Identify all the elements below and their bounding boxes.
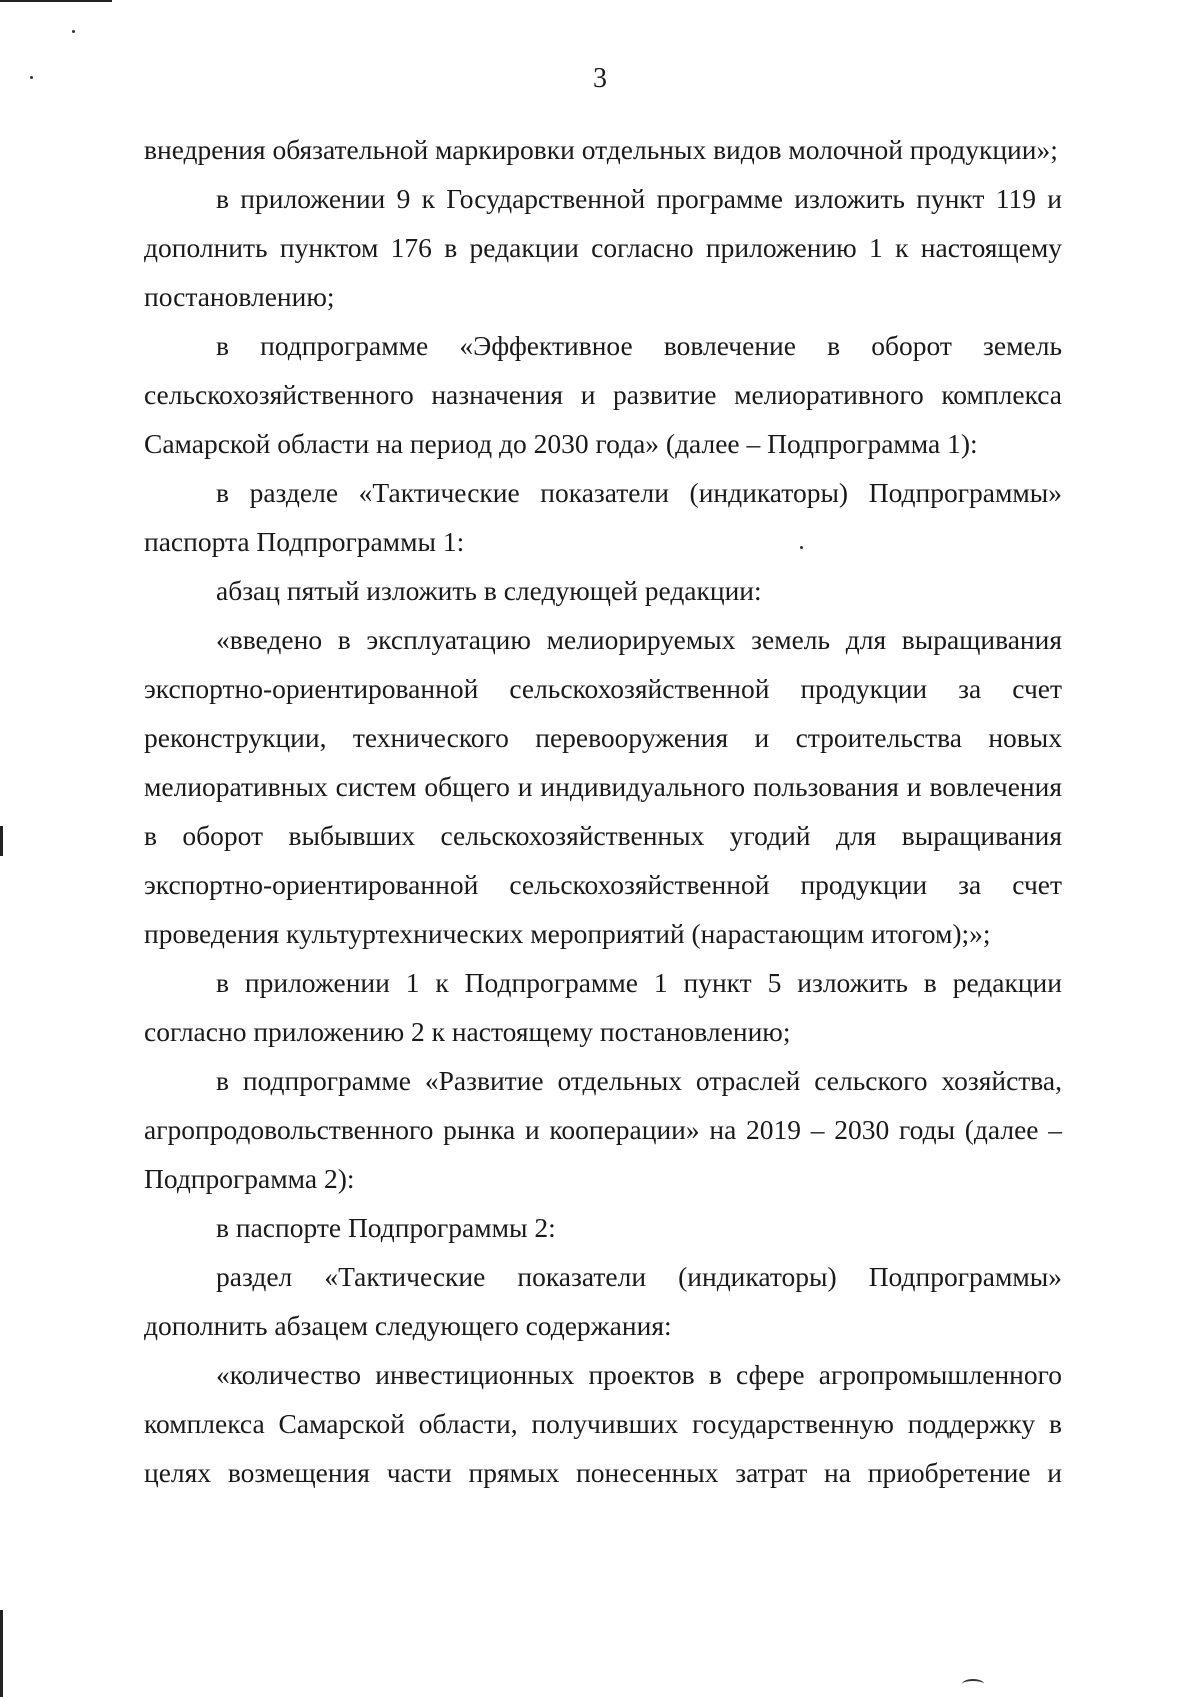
scan-artifact-left-edge	[0, 1610, 3, 1697]
scan-artifact-mark	[962, 1679, 984, 1689]
paragraph: раздел «Тактические показатели (индикаторы) Подпрограммы» дополнить абзацем следующего содержания:	[144, 1261, 1062, 1341]
paragraph: в разделе «Тактические показатели (индикаторы) Подпрограммы» паспорта Подпрограммы 1:	[144, 477, 1062, 557]
paragraph-quote: «введено в эксплуатацию мелиорируемых земель для выращивания экспортно-ориентированной сельскохозяйственной продукции за счет реконструкции, технического перевооружения и строительства новых мелиоративных систем общего и индивидуального пользования и вовлечения в оборот выбывших сельскохозяйственных угодий для выращивания экспортно-ориентированной сельскохозяйственной продукции за счет проведения культуртехнических мероприятий (нарастающим итогом);»;	[144, 624, 1062, 949]
paragraph-quote: «количество инвестиционных проектов в сфере агропромышленного комплекса Самарской области, получивших государственную поддержку в целях возмещения части прямых понесенных затрат на приобретение и	[144, 1359, 1062, 1488]
document-body	[144, 125, 1062, 1497]
scan-artifact-dot	[72, 30, 75, 33]
scan-artifact-top-line	[0, 0, 112, 2]
paragraph-continuation: внедрения обязательной маркировки отдельных видов молочной продукции»;	[144, 134, 1058, 165]
scan-artifact-left-edge	[0, 826, 3, 856]
paragraph: в паспорте Подпрограммы 2:	[216, 1212, 556, 1243]
paragraph: абзац пятый изложить в следующей редакции:	[216, 575, 762, 606]
paragraph: в подпрограмме «Эффективное вовлечение в оборот земель сельскохозяйственного назначения и развитие мелиоративного комплекса Самарской области на период до 2030 года» (далее – Подпрограмма 1):	[144, 330, 1062, 459]
page-number: 3	[593, 63, 607, 94]
paragraph: в приложении 1 к Подпрограмме 1 пункт 5 изложить в редакции согласно приложению 2 к настоящему постановлению;	[144, 967, 1062, 1047]
paragraph: в приложении 9 к Государственной программе изложить пункт 119 и дополнить пунктом 176 в редакции согласно приложению 1 к настоящему постановлению;	[144, 183, 1062, 312]
paragraph: в подпрограмме «Развитие отдельных отраслей сельского хозяйства, агропродовольственного рынка и кооперации» на 2019 – 2030 годы (далее – Подпрограмма 2):	[144, 1065, 1062, 1194]
